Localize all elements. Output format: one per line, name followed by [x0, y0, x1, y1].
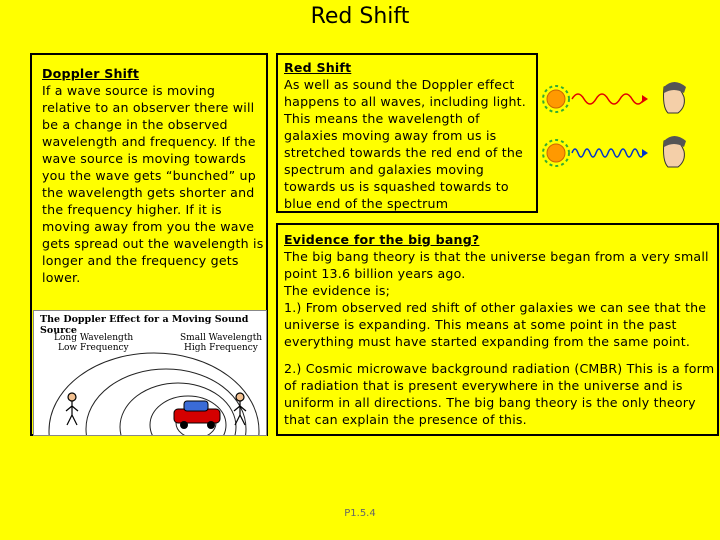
light-wave-shift-graphic — [542, 73, 692, 178]
doppler-diagram-right-label-1: Small Wavelength — [180, 333, 263, 343]
slide-footer-code: P1.5.4 — [344, 508, 376, 519]
red-shift-body: As well as sound the Doppler effect happens to all waves, including light. This means the wavelength of galaxies moving away from us is stretched towards the red end of the spectrum and galaxies moving towards us is squashed towards to blue end of the spectrum — [284, 77, 527, 211]
red-wave-arrow-icon — [642, 95, 648, 103]
observer-face-icon-bottom — [664, 136, 687, 167]
evidence-heading: Evidence for the big bang? — [284, 232, 480, 247]
evidence-paragraph-2: The evidence is; — [284, 283, 391, 298]
sun-icon-bottom — [543, 140, 569, 166]
car-icon — [174, 401, 220, 429]
paragraph-gap — [284, 350, 716, 360]
blue-wave-line — [572, 149, 644, 157]
evidence-paragraph-3: 1.) From observed red shift of other galaxies we can see that the universe is expanding. This means at some point in the past everything must have started expanding from the same point. — [284, 300, 707, 349]
doppler-shift-text — [42, 65, 264, 286]
doppler-diagram-left-label-1: Long Wavelength — [54, 333, 134, 343]
evidence-paragraph-1: The big bang theory is that the universe began from a very small point 13.6 billion years ago. — [284, 249, 709, 281]
page-title: Red Shift — [310, 4, 410, 29]
sun-icon-top — [543, 86, 569, 112]
doppler-shift-box — [30, 53, 268, 436]
observer-face-icon-top — [664, 82, 687, 113]
doppler-wavefronts-graphic — [34, 311, 266, 435]
doppler-diagram-title: The Doppler Effect for a Moving Sound Source — [40, 314, 249, 336]
red-wave-line — [572, 94, 644, 104]
red-shift-text — [284, 59, 536, 212]
evidence-paragraph-4: 2.) Cosmic microwave background radiation (CMBR) This is a form of radiation that is present everywhere in the universe and is uniform in all directions. The big bang theory is the only theory that can explain the presence of this. — [284, 361, 715, 427]
doppler-diagram-left-label-2: Low Frequency — [58, 343, 129, 353]
red-shift-heading: Red Shift — [284, 60, 352, 75]
doppler-diagram-right-label-2: High Frequency — [184, 343, 258, 353]
left-listener-icon — [66, 393, 78, 425]
blue-wave-arrow-icon — [642, 149, 648, 157]
evidence-big-bang-box — [276, 223, 719, 436]
doppler-shift-body: If a wave source is moving relative to an observer there will be a change in the observed wavelength and frequency. If the wave source is moving towards you the wave gets “bunched” up the wavelength gets shorter and the frequency higher. If it is moving away from you the wave gets spread out the wavelength is longer and the frequency gets lower. — [42, 83, 264, 285]
doppler-shift-heading: Doppler Shift — [42, 66, 140, 81]
doppler-effect-diagram — [33, 310, 267, 436]
evidence-text — [284, 231, 716, 428]
red-shift-box — [276, 53, 538, 213]
